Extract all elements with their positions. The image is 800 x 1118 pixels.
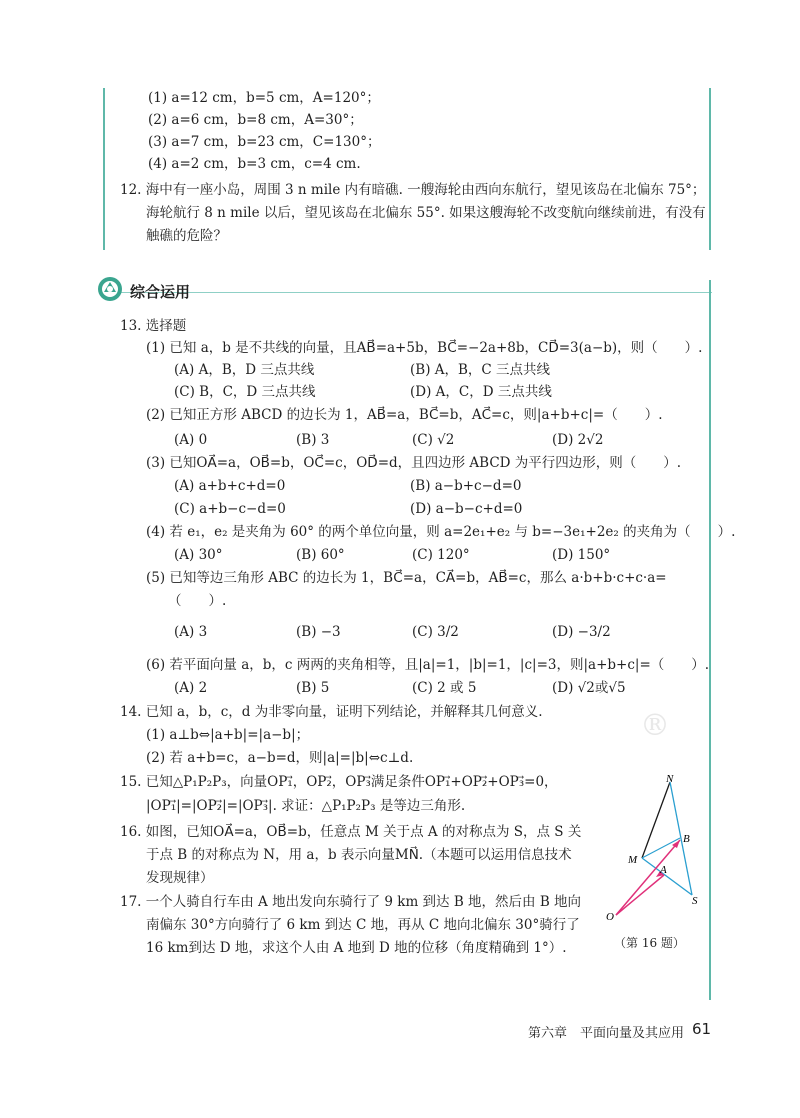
q13-6-stem: (6) 若平面向量 a，b，c 两两的夹角相等，且|a|=1，|b|=1，|c|=3，则|a+b+c|=（ ）. bbox=[146, 657, 710, 673]
q13-1-opt-b: (B) A，B，C 三点共线 bbox=[410, 362, 551, 378]
q13-3-stem: (3) 已知OA⃗=a，OB⃗=b，OC⃗=c，OD⃗=d，且四边形 ABCD 为平行四边形，则（ ）. bbox=[146, 455, 682, 471]
q13-4-opt-a: (A) 30° bbox=[174, 547, 223, 563]
item-11-1: (1) a=12 cm，b=5 cm，A=120°； bbox=[148, 90, 380, 106]
q13-3-opt-d: (D) a−b−c+d=0 bbox=[410, 501, 523, 517]
problem-15-line-1: 15. 已知△P₁P₂P₃，向量OP₁⃗，OP₂⃗，OP₃⃗满足条件OP₁⃗+OP₂⃗+OP₃⃗=0， bbox=[120, 774, 558, 790]
q13-1-stem: (1) 已知 a，b 是不共线的向量，且AB⃗=a+5b，BC⃗=−2a+8b，CD⃗=3(a−b)，则（ ）. bbox=[146, 340, 703, 356]
q13-5-opt-b: (B) −3 bbox=[296, 624, 341, 640]
problem-14-stem: 14. 已知 a，b，c，d 为非零向量，证明下列结论，并解释其几何意义. bbox=[120, 704, 543, 720]
label-s: S bbox=[692, 895, 698, 907]
item-11-2: (2) a=6 cm，b=8 cm，A=30°； bbox=[148, 112, 363, 128]
problem-17-line-1: 17. 一个人骑自行车由 A 地出发向东骑行了 9 km 到达 B 地，然后由 B 地向 bbox=[120, 894, 582, 910]
ob-arrow bbox=[616, 840, 680, 915]
triangle-ring-icon bbox=[97, 276, 123, 302]
problem-16-line-2: 于点 B 的对称点为 N，用 a，b 表示向量MN⃗.（本题可以运用信息技术 bbox=[146, 847, 572, 863]
q13-4-opt-d: (D) 150° bbox=[552, 547, 611, 563]
top-right-rule bbox=[709, 88, 711, 250]
vector-diagram bbox=[600, 770, 710, 930]
problem-12-line-3: 触礁的危险？ bbox=[146, 228, 227, 244]
q13-3-opt-b: (B) a−b+c−d=0 bbox=[410, 478, 522, 494]
problem-16-line-3: 发现规律） bbox=[146, 870, 214, 886]
q13-1-opt-a: (A) A，B，D 三点共线 bbox=[174, 362, 315, 378]
problem-17-line-2: 南偏东 30°方向骑行了 6 km 到达 C 地，再从 C 地向北偏东 30°骑行了 bbox=[146, 917, 580, 933]
q13-5-stem-cont: （ ）. bbox=[168, 593, 227, 609]
q13-5-opt-d: (D) −3/2 bbox=[552, 624, 611, 640]
q13-6-opt-b: (B) 5 bbox=[296, 680, 330, 696]
item-11-4: (4) a=2 cm，b=3 cm，c=4 cm. bbox=[148, 156, 361, 172]
mn-line bbox=[642, 782, 670, 858]
registered-watermark: ® bbox=[640, 708, 670, 743]
q13-1-opt-d: (D) A，C，D 三点共线 bbox=[410, 384, 552, 400]
problem-15-line-2: |OP₁⃗|=|OP₂⃗|=|OP₃⃗|. 求证：△P₁P₂P₃ 是等边三角形. bbox=[146, 798, 466, 814]
problem-14-2: (2) 若 a+b=c，a−b=d，则|a|=|b|⇔c⊥d. bbox=[146, 750, 414, 766]
label-o: O bbox=[606, 911, 614, 923]
q13-3-opt-c: (C) a+b−c−d=0 bbox=[174, 501, 286, 517]
item-11-3: (3) a=7 cm，b=23 cm，C=130°； bbox=[148, 134, 381, 150]
q13-2-stem: (2) 已知正方形 ABCD 的边长为 1，AB⃗=a，BC⃗=b，AC⃗=c，则|a+b+c|=（ ）. bbox=[146, 407, 663, 423]
figure-16 bbox=[600, 770, 710, 970]
page-number: 61 bbox=[692, 1020, 712, 1038]
q13-5-stem: (5) 已知等边三角形 ABC 的边长为 1，BC⃗=a，CA⃗=b，AB⃗=c，那么 a·b+b·c+c·a= bbox=[146, 570, 667, 586]
q13-2-opt-d: (D) 2√2 bbox=[552, 432, 604, 448]
section-divider bbox=[120, 292, 712, 293]
label-b: B bbox=[683, 833, 690, 845]
label-n: N bbox=[666, 773, 674, 785]
q13-4-opt-c: (C) 120° bbox=[412, 547, 470, 563]
figure-caption: （第 16 题） bbox=[614, 936, 685, 950]
q13-6-opt-c: (C) 2 或 5 bbox=[412, 680, 477, 696]
q13-4-stem: (4) 若 e₁，e₂ 是夹角为 60° 的两个单位向量，则 a=2e₁+e₂ 与 b=−3e₁+2e₂ 的夹角为（ ）. bbox=[146, 524, 736, 540]
q13-5-opt-c: (C) 3/2 bbox=[412, 624, 459, 640]
chapter-footer: 第六章 平面向量及其应用 bbox=[528, 1026, 685, 1041]
problem-16-line-1: 16. 如图，已知OA⃗=a，OB⃗=b，任意点 M 关于点 A 的对称点为 S，点 S 关 bbox=[120, 824, 582, 840]
q13-2-opt-c: (C) √2 bbox=[412, 432, 455, 448]
problem-17-line-3: 16 km到达 D 地，求这个人由 A 地到 D 地的位移（角度精确到 1°）. bbox=[146, 940, 567, 956]
q13-6-opt-a: (A) 2 bbox=[174, 680, 208, 696]
label-m: M bbox=[628, 854, 638, 866]
top-left-rule bbox=[103, 88, 105, 250]
problem-12-line-1: 12. 海中有一座小岛，周围 3 n mile 内有暗礁. 一艘海轮由西向东航行，望见该岛在北偏东 75°； bbox=[120, 182, 706, 198]
q13-1-opt-c: (C) B，C，D 三点共线 bbox=[174, 384, 316, 400]
q13-4-opt-b: (B) 60° bbox=[296, 547, 345, 563]
problem-14-1: (1) a⊥b⇔|a+b|=|a−b|； bbox=[146, 727, 310, 743]
problem-12-line-2: 海轮航行 8 n mile 以后，望见该岛在北偏东 55°. 如果这艘海轮不改变航向继续前进，有没有 bbox=[146, 205, 706, 221]
q13-3-opt-a: (A) a+b+c+d=0 bbox=[174, 478, 286, 494]
section-icon bbox=[97, 276, 123, 302]
q13-5-opt-a: (A) 3 bbox=[174, 624, 208, 640]
label-a: A bbox=[660, 864, 667, 876]
q13-2-opt-b: (B) 3 bbox=[296, 432, 330, 448]
problem-13-title: 13. 选择题 bbox=[120, 318, 187, 334]
q13-2-opt-a: (A) 0 bbox=[174, 432, 208, 448]
section-title: 综合运用 bbox=[130, 283, 191, 301]
oa-arrow bbox=[616, 875, 664, 915]
q13-6-opt-d: (D) √2或√5 bbox=[552, 680, 626, 696]
